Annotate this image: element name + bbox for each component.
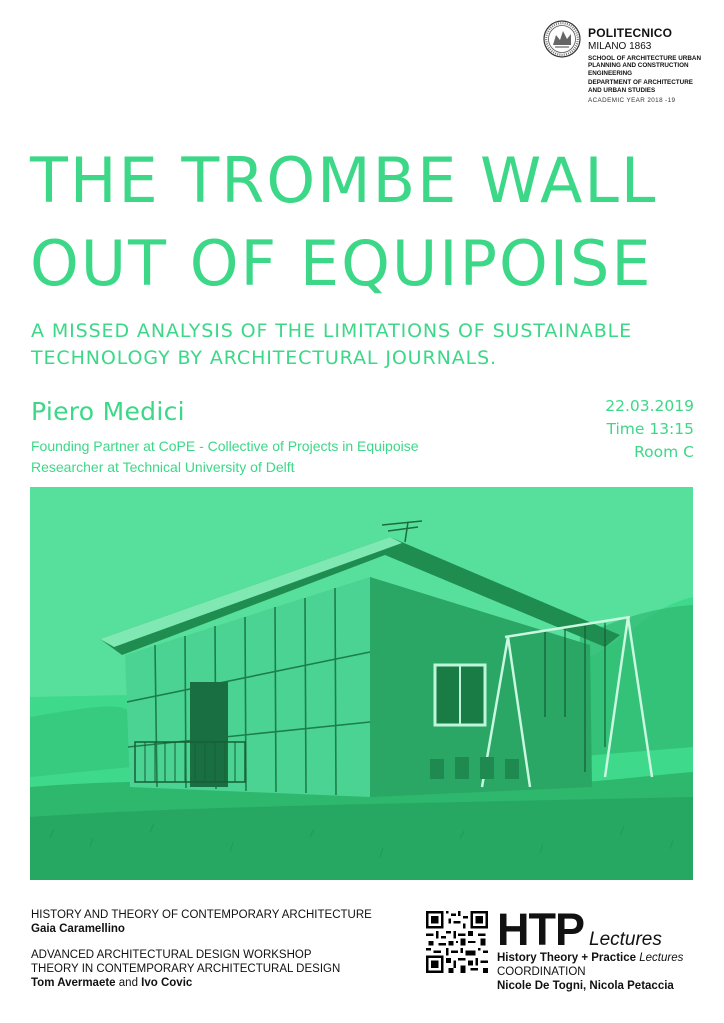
event-room: Room C (634, 443, 694, 461)
event-time: Time 13:15 (606, 420, 694, 438)
institution-block (588, 27, 708, 105)
htp-lectures-block (497, 906, 697, 993)
school-name: SCHOOL OF ARCHITECTURE URBAN PLANNING AND CONSTRUCTION ENGINEERING (588, 55, 701, 77)
poster-title-line-1: THE TROMBE WALL (30, 144, 658, 217)
htp-logo-lectures: Lectures (589, 929, 662, 950)
course-2: ADVANCED ARCHITECTURAL DESIGN WORKSHOP (31, 949, 312, 961)
department-name: DEPARTMENT OF ARCHITECTURE AND URBAN STUDIES (588, 79, 693, 94)
htp-full-name-main: History Theory + Practice (497, 952, 637, 964)
coordination-label: COORDINATION (497, 966, 586, 978)
poster-title-line-2: OUT OF EQUIPOISE (30, 227, 653, 300)
speaker-role-1: Founding Partner at CoPE - Collective of Projects in Equipoise (31, 438, 419, 454)
coordinators: Nicole De Togni, Nicola Petaccia (497, 980, 674, 992)
house-photo (30, 487, 693, 880)
teachers-2 (31, 976, 372, 990)
poster-subtitle (31, 318, 711, 372)
course-credits (31, 908, 372, 990)
academic-year: ACADEMIC YEAR 2018 -19 (588, 97, 676, 105)
subtitle-line-2: TECHNOLOGY BY ARCHITECTURAL JOURNALS. (31, 347, 497, 369)
speaker-name: Piero Medici (31, 397, 185, 426)
course-1: HISTORY AND THEORY OF CONTEMPORARY ARCHITECTURE (31, 909, 372, 921)
qr-code-icon[interactable] (426, 911, 488, 973)
teacher-2-and: and (115, 977, 142, 989)
politecnico-seal-icon (543, 20, 581, 58)
event-date: 22.03.2019 (605, 397, 694, 415)
institution-city: MILANO 1863 (588, 41, 652, 52)
course-3: THEORY IN CONTEMPORARY ARCHITECTURAL DESIGN (31, 963, 341, 975)
htp-logo-letters: HTP (497, 904, 584, 955)
teacher-2b: Ivo Covic (141, 977, 193, 989)
teacher-2a: Tom Avermaete (31, 977, 116, 989)
event-details (605, 395, 694, 464)
teacher-1: Gaia Caramellino (31, 923, 125, 935)
htp-logo (497, 904, 697, 955)
subtitle-line-1: A MISSED ANALYSIS OF THE LIMITATIONS OF SUSTAINABLE (31, 320, 633, 342)
speaker-role-2: Researcher at Technical University of Delft (31, 459, 295, 475)
htp-full-name (497, 951, 697, 965)
htp-full-name-lectures: Lectures (636, 952, 684, 964)
institution-name: POLITECNICO (588, 26, 673, 40)
